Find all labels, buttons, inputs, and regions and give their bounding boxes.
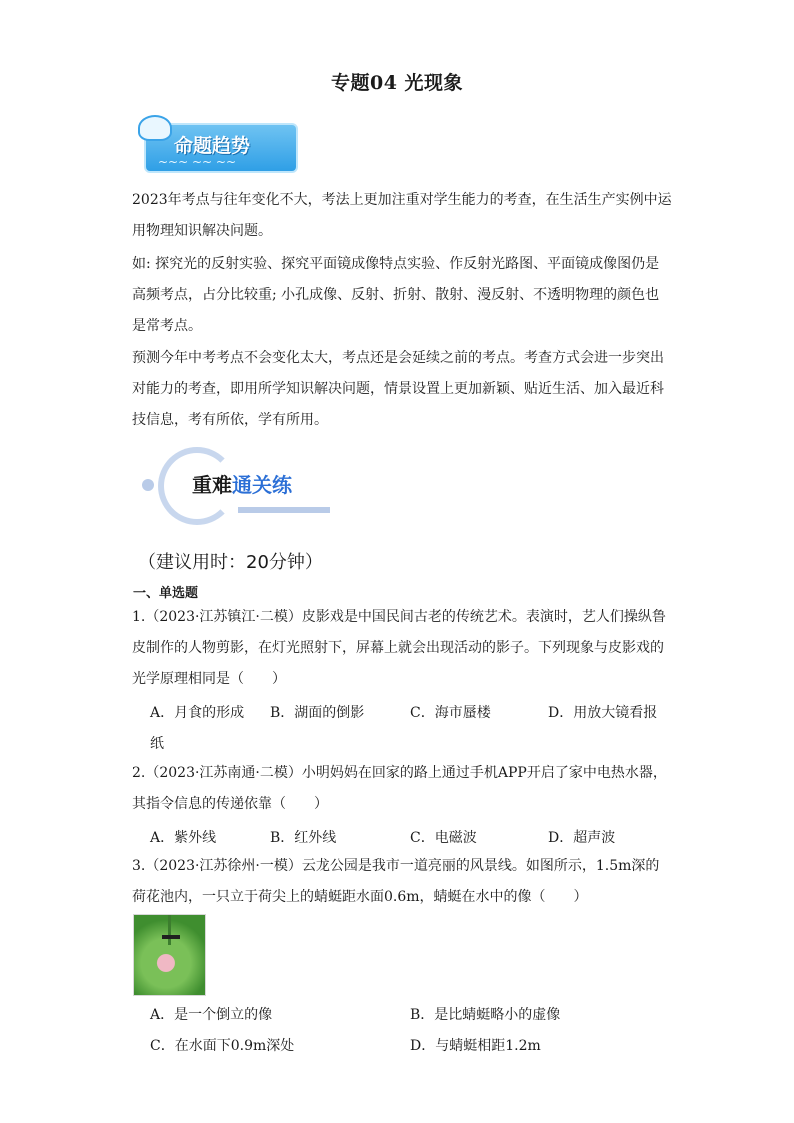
q1-option-b[interactable]: B．湖面的倒影 xyxy=(270,705,365,721)
question-2: 2.（2023·江苏南通·二模）小明妈妈在回家的路上通过手机APP开启了家中电热水器，其指令信息的传递依靠（ ） xyxy=(132,765,667,812)
dolphin-icon xyxy=(138,115,172,141)
banner-dot xyxy=(142,479,154,491)
question-3: 3.（2023·江苏徐州·一模）云龙公园是我市一道亮丽的风景线。如图所示，1.5m深的荷花池内，一只立于荷尖上的蜻蜓距水面0.6m，蜻蜓在水中的像（ ） xyxy=(132,858,660,905)
question-1: 1.（2023·江苏镇江·二模）皮影戏是中国民间古老的传统艺术。表演时，艺人们操纵鲁皮制作的人物剪影，在灯光照射下，屏幕上就会出现活动的影子。下列现象与皮影戏的光学原理相同是（ ） xyxy=(132,609,666,687)
q2-option-d[interactable]: D．超声波 xyxy=(548,830,616,846)
intro-paragraph-1: 2023年考点与往年变化不大，考法上更加注重对学生能力的考查，在生活生产实例中运用物理知识解决问题。 xyxy=(132,192,672,239)
lotus-stem xyxy=(168,915,171,945)
practice-banner xyxy=(140,445,340,520)
dragonfly-icon xyxy=(162,935,180,939)
practice-banner-label xyxy=(192,469,292,498)
practice-banner-part1: 重难 xyxy=(192,473,232,497)
intro-paragraph-2: 如: 探究光的反射实验、探究平面镜成像特点实验、作反射光路图、平面镜成像图仍是高频考点，占分比较重; 小孔成像、反射、折射、散射、漫反射、不透明物理的颜色也是常考点。 xyxy=(132,256,660,334)
q3-option-c[interactable]: C．在水面下0.9m深处 xyxy=(150,1038,295,1054)
trend-banner xyxy=(138,115,296,173)
q1-option-c[interactable]: C．海市蜃楼 xyxy=(410,705,491,721)
q1-option-d[interactable]: D．用放大镜看报 xyxy=(548,705,658,721)
q1-option-d-wrap: 纸 xyxy=(150,736,164,752)
wave-icon: ~~~ ~~ ~~ xyxy=(158,155,237,169)
q3-option-a[interactable]: A．是一个倒立的像 xyxy=(150,1007,273,1023)
q3-option-d[interactable]: D．与蜻蜓相距1.2m xyxy=(410,1038,541,1054)
lotus-dragonfly-image xyxy=(133,914,206,996)
section-title: 一、单选题 xyxy=(133,586,199,601)
page-title: 专题04 光现象 xyxy=(330,72,464,94)
q2-option-c[interactable]: C．电磁波 xyxy=(410,830,477,846)
trend-banner-label: 命题趋势 xyxy=(174,135,251,157)
practice-banner-part2: 通关练 xyxy=(232,473,292,497)
q2-option-a[interactable]: A．紫外线 xyxy=(150,830,217,846)
q1-option-a[interactable]: A．月食的形成 xyxy=(150,705,245,721)
banner-underline xyxy=(238,507,330,513)
intro-paragraph-3: 预测今年中考考点不会变化太大，考点还是会延续之前的考点。考查方式会进一步突出对能力的考查，即用所学知识解决问题，情景设置上更加新颖、贴近生活、加入最近科技信息，考有所依，学有所用。 xyxy=(132,350,664,428)
q3-option-b[interactable]: B．是比蜻蜓略小的虚像 xyxy=(410,1007,561,1023)
q2-option-b[interactable]: B．红外线 xyxy=(270,830,337,846)
time-hint: （建议用时：20分钟） xyxy=(138,552,323,573)
